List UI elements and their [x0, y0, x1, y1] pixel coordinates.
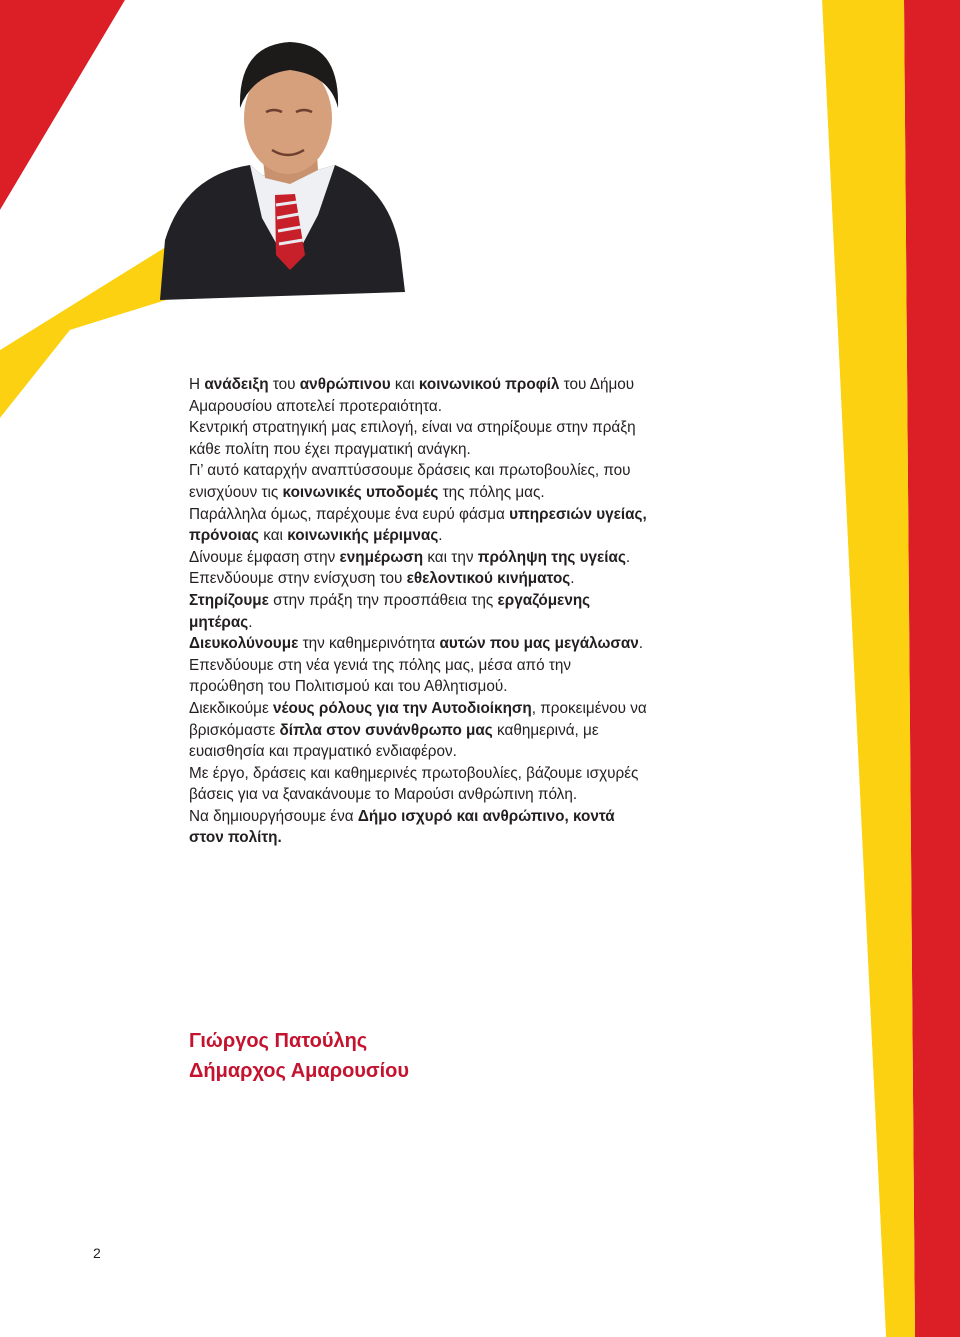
signature-block	[189, 1027, 409, 1086]
body-text-run: του Δήμου Αμαρουσίου αποτελεί προτεραιότητα.	[189, 376, 635, 415]
emphasis-text: υπηρεσιών υγείας, πρόνοιας	[189, 505, 647, 545]
body-text-run: της πόλης μας.	[438, 483, 545, 501]
emphasis-text: κοινωνικές υποδομές	[282, 483, 439, 501]
body-text-run: .	[638, 635, 644, 653]
paragraph	[189, 698, 649, 763]
emphasis-text: Διευκολύνουμε	[189, 635, 299, 653]
paragraph	[189, 763, 649, 806]
paragraph	[189, 547, 649, 569]
signature-name: Γιώργος Πατούλης	[189, 1030, 368, 1052]
body-text-run: Η	[189, 376, 205, 393]
body-text-run: Διεκδικούμε	[189, 699, 274, 717]
body-text-run: Επενδύουμε στη νέα γενιά της πόλης μας, μέσα από την προώθηση του Πολιτισμού και του Αθλητισμού.	[189, 656, 572, 696]
emphasis-text: Δήμο ισχυρό και ανθρώπινο, κοντά στον πολίτη.	[189, 807, 615, 847]
body-text-run: του	[268, 376, 300, 393]
body-text-run: , προκειμένου να βρισκόμαστε	[189, 699, 647, 739]
body-text-run: .	[438, 527, 443, 545]
body-text-run: καθημερινά, με ευαισθησία και πραγματικό ενδιαφέρον.	[189, 721, 599, 761]
emphasis-text: εθελοντικού κινήματος	[406, 570, 571, 588]
emphasis-text: ανάδειξη	[204, 376, 269, 393]
paragraph	[189, 460, 649, 503]
emphasis-text: Στηρίζουμε	[189, 591, 269, 609]
paragraph	[189, 568, 649, 590]
paragraph	[189, 633, 649, 655]
body-text-run: στην πράξη την προσπάθεια της	[268, 591, 498, 609]
body-text-run: Να δημιουργήσουμε ένα	[189, 807, 358, 825]
paragraph	[189, 504, 649, 547]
body-text-run: .	[570, 570, 575, 588]
body-text-run: .	[248, 613, 253, 631]
paragraph	[189, 655, 649, 698]
body-text-run: Γι’ αυτό καταρχήν αναπτύσσουμε δράσεις και πρωτοβουλίες, που ενισχύουν τις	[189, 462, 631, 501]
paragraph	[189, 590, 649, 633]
emphasis-text: εργαζόμενης μητέρας	[189, 591, 591, 631]
paragraph	[189, 806, 649, 849]
body-text-run: Κεντρική στρατηγική μας επιλογή, είναι να στηρίξουμε στην πράξη κάθε πολίτη που έχει πραγματική ανάγκη.	[189, 419, 636, 458]
emphasis-text: πρόληψη της υγείας	[477, 548, 626, 566]
body-text-run: και	[390, 376, 419, 393]
paragraph	[189, 417, 649, 460]
body-text	[189, 374, 649, 849]
body-text-run: Με έργο, δράσεις και καθημερινές πρωτοβουλίες, βάζουμε ισχυρές βάσεις για να ξανακάνουμε το Μαρούσι ανθρώπινη πόλη.	[189, 764, 639, 804]
body-text-run: και	[258, 527, 288, 545]
body-text-run: Δίνουμε έμφαση στην	[189, 548, 340, 566]
body-text-run: Επενδύουμε στην ενίσχυση του	[189, 570, 407, 588]
emphasis-text: κοινωνικής μέριμνας	[287, 527, 439, 545]
body-text-run: .	[625, 548, 631, 566]
body-text-run: την καθημερινότητα	[298, 635, 440, 653]
emphasis-text: αυτών που μας μεγάλωσαν	[439, 635, 639, 653]
body-text-run: Παράλληλα όμως, παρέχουμε ένα ευρύ φάσμα	[189, 505, 510, 523]
emphasis-text: δίπλα στον συνάνθρωπο μας	[279, 721, 493, 739]
emphasis-text: ενημέρωση	[339, 548, 424, 566]
paragraph	[189, 374, 649, 417]
emphasis-text: νέους ρόλους για την Αυτοδιοίκηση	[273, 699, 532, 717]
page-number: 2	[93, 1245, 101, 1261]
emphasis-text: ανθρώπινου	[299, 376, 391, 393]
body-text-run: και την	[423, 548, 478, 566]
signature-title: Δήμαρχος Αμαρουσίου	[189, 1059, 410, 1082]
emphasis-text: κοινωνικού προφίλ	[418, 376, 560, 393]
